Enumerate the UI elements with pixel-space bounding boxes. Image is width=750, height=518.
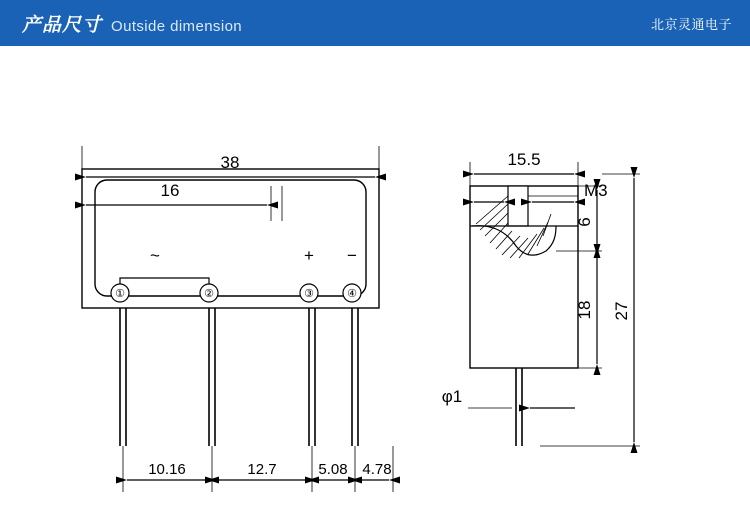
side-view bbox=[442, 150, 640, 446]
dim-label-16: 16 bbox=[160, 181, 180, 200]
pin-label-4: ④ bbox=[347, 288, 357, 300]
symbol-plus: + bbox=[304, 246, 314, 265]
page-title-en: Outside dimension bbox=[111, 17, 243, 35]
dim-label-6: 6 bbox=[575, 217, 594, 227]
dim-label-1016: 10.16 bbox=[148, 461, 186, 478]
dim-label-38: 38 bbox=[220, 153, 240, 172]
dim-label-27: 27 bbox=[612, 301, 631, 321]
page-header bbox=[0, 0, 750, 46]
thread-boss bbox=[508, 186, 528, 226]
dim-label-phi1: φ1 bbox=[441, 387, 463, 406]
brand-label: 北京灵通电子 bbox=[650, 16, 732, 32]
dim-label-m3: M3 bbox=[584, 181, 608, 200]
symbol-minus: − bbox=[347, 246, 357, 265]
dim-label-18: 18 bbox=[575, 300, 594, 320]
header-left-group bbox=[22, 10, 242, 37]
dim-label-155: 15.5 bbox=[507, 150, 541, 169]
pin-label-2: ② bbox=[204, 288, 214, 300]
page-title-cn: 产品尺寸 bbox=[22, 14, 103, 36]
symbol-ac-1: ~ bbox=[150, 246, 160, 265]
pin-label-3: ③ bbox=[304, 288, 314, 300]
dimension-drawing bbox=[0, 46, 750, 518]
dim-label-478: 4.78 bbox=[362, 461, 392, 478]
dimension-svg bbox=[0, 46, 750, 518]
pin-label-1: ① bbox=[115, 288, 125, 300]
dim-label-508: 5.08 bbox=[318, 461, 348, 478]
dim-label-127: 12.7 bbox=[247, 461, 277, 478]
front-view bbox=[82, 146, 393, 492]
